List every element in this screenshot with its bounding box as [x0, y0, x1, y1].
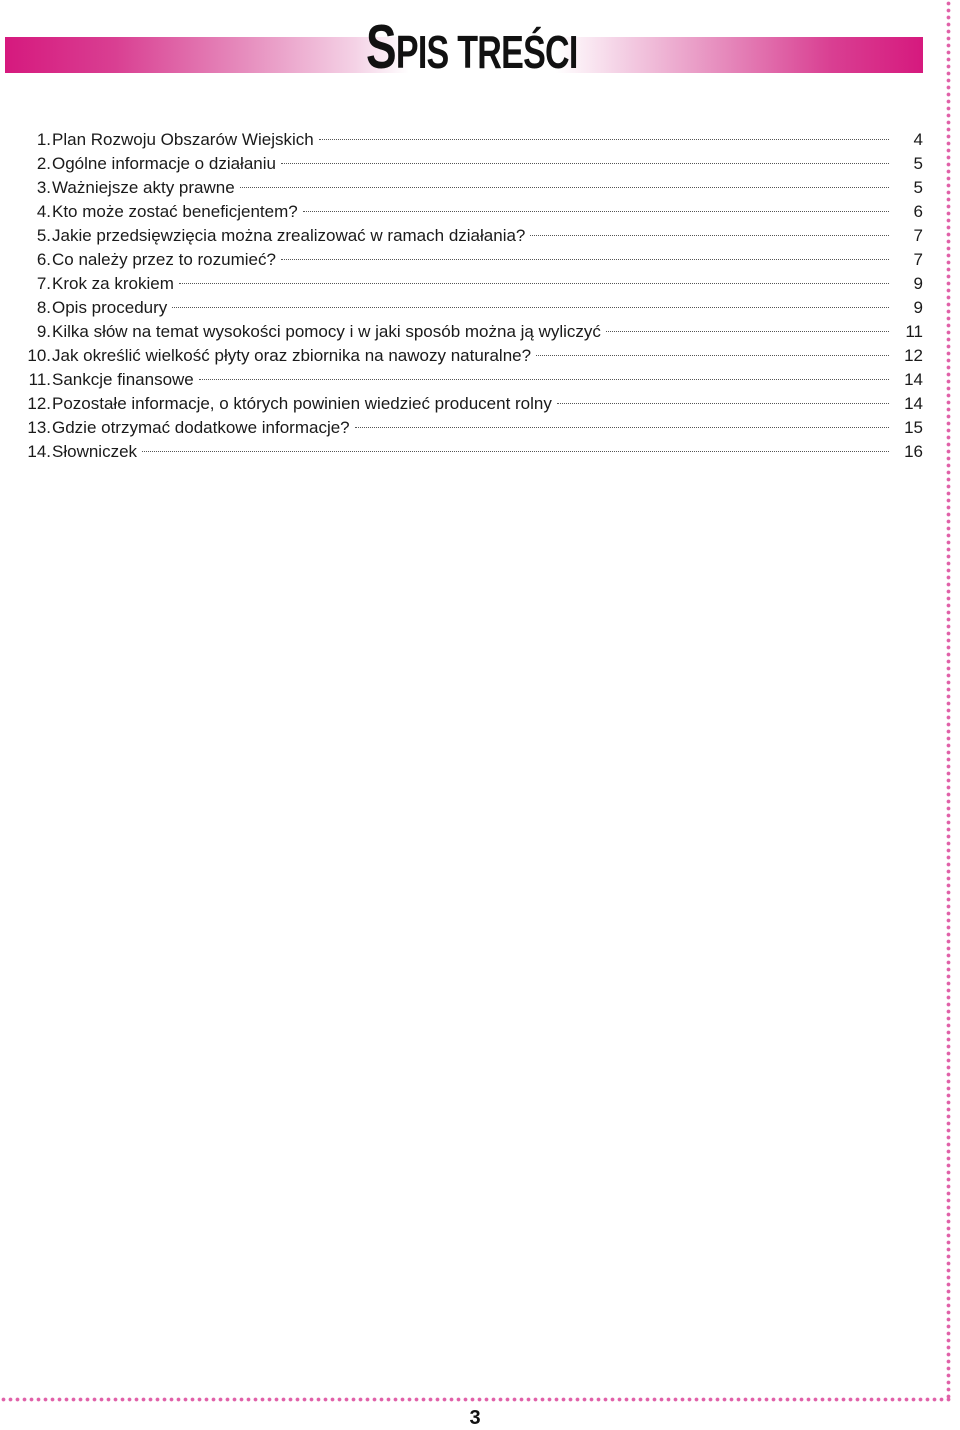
toc-entry-title: Ogólne informacje o działaniu [52, 154, 276, 173]
toc-entry-title: Plan Rozwoju Obszarów Wiejskich [52, 130, 314, 149]
toc-entry-title: Słowniczek [52, 442, 138, 461]
dotted-border-bottom [0, 1396, 952, 1403]
toc-dot-leader [281, 259, 889, 260]
toc-entry-number: 12. [27, 394, 51, 413]
toc-entry-number: 9. [36, 322, 51, 341]
toc-entry-number: 3. [36, 178, 51, 197]
toc-entry-page: 14 [904, 370, 923, 389]
toc-entry-title: Jakie przedsięwzięcia można zrealizować w ramach działania? [52, 226, 526, 245]
toc-entry-title: Jak określić wielkość płyty oraz zbiornika na nawozy naturalne? [52, 346, 532, 365]
toc-entry-title: Kilka słów na temat wysokości pomocy i w jaki sposób można ją wyliczyć [52, 322, 601, 341]
toc-dot-leader [281, 163, 889, 164]
toc-entry-page: 7 [913, 226, 923, 245]
toc-entry-page: 16 [904, 442, 923, 461]
toc-entry-title: Pozostałe informacje, o których powinien wiedzieć producent rolny [52, 394, 552, 413]
toc-entry-page: 7 [913, 250, 923, 269]
toc-entry[interactable] [20, 440, 924, 464]
toc-entry-number: 11. [28, 370, 51, 389]
toc-dot-leader [536, 355, 889, 356]
toc-dot-leader [199, 379, 889, 380]
toc-entry-page: 9 [913, 298, 923, 317]
toc-entry[interactable] [20, 392, 924, 416]
page-title-initial: S [366, 13, 396, 82]
toc-entry-number: 4. [36, 202, 51, 221]
toc-dot-leader [179, 283, 889, 284]
toc-entry[interactable] [20, 176, 924, 200]
dotted-border-right [945, 0, 952, 1400]
toc-entry[interactable] [20, 248, 924, 272]
toc-entry[interactable] [20, 272, 924, 296]
toc-entry-number: 14. [27, 442, 51, 461]
toc-entry-page: 11 [905, 322, 923, 341]
toc-entry-number: 8. [36, 298, 51, 317]
toc-entry-number: 10. [27, 346, 51, 365]
toc-entry[interactable] [20, 320, 924, 344]
toc-entry[interactable] [20, 416, 924, 440]
toc-entry[interactable] [20, 128, 924, 152]
page-title [366, 13, 578, 82]
toc-dot-leader [240, 187, 889, 188]
toc-dot-leader [303, 211, 889, 212]
toc-entry[interactable] [20, 344, 924, 368]
table-of-contents [20, 128, 924, 464]
toc-dot-leader [557, 403, 889, 404]
toc-entry[interactable] [20, 368, 924, 392]
toc-entry-title: Sankcje finansowe [52, 370, 194, 389]
toc-entry-page: 5 [913, 154, 923, 173]
toc-dot-leader [530, 235, 889, 236]
toc-entry-page: 5 [913, 178, 923, 197]
toc-entry-number: 2. [36, 154, 51, 173]
toc-entry-number: 7. [36, 274, 51, 293]
toc-entry-title: Gdzie otrzymać dodatkowe informacje? [52, 418, 350, 437]
toc-entry[interactable] [20, 200, 924, 224]
toc-entry-page: 14 [904, 394, 923, 413]
toc-entry-number: 13. [27, 418, 51, 437]
toc-entry-title: Kto może zostać beneficjentem? [52, 202, 298, 221]
toc-dot-leader [142, 451, 889, 452]
toc-entry-title: Co należy przez to rozumieć? [52, 250, 276, 269]
toc-entry-number: 6. [36, 250, 51, 269]
toc-entry-page: 15 [904, 418, 923, 437]
toc-entry-title: Krok za krokiem [52, 274, 174, 293]
toc-entry-title: Ważniejsze akty prawne [52, 178, 235, 197]
toc-entry[interactable] [20, 296, 924, 320]
toc-dot-leader [355, 427, 889, 428]
toc-dot-leader [606, 331, 889, 332]
page-number: 3 [469, 1407, 481, 1429]
toc-entry[interactable] [20, 224, 924, 248]
toc-entry-number: 5. [36, 226, 51, 245]
toc-entry[interactable] [20, 152, 924, 176]
toc-entry-page: 6 [913, 202, 923, 221]
page-title-rest: PIS TREŚCI [395, 26, 578, 78]
toc-dot-leader [319, 139, 889, 140]
toc-entry-page: 12 [904, 346, 923, 365]
toc-entry-number: 1. [36, 130, 51, 149]
toc-entry-page: 4 [913, 130, 923, 149]
toc-entry-page: 9 [913, 274, 923, 293]
toc-dot-leader [172, 307, 889, 308]
toc-entry-title: Opis procedury [52, 298, 168, 317]
